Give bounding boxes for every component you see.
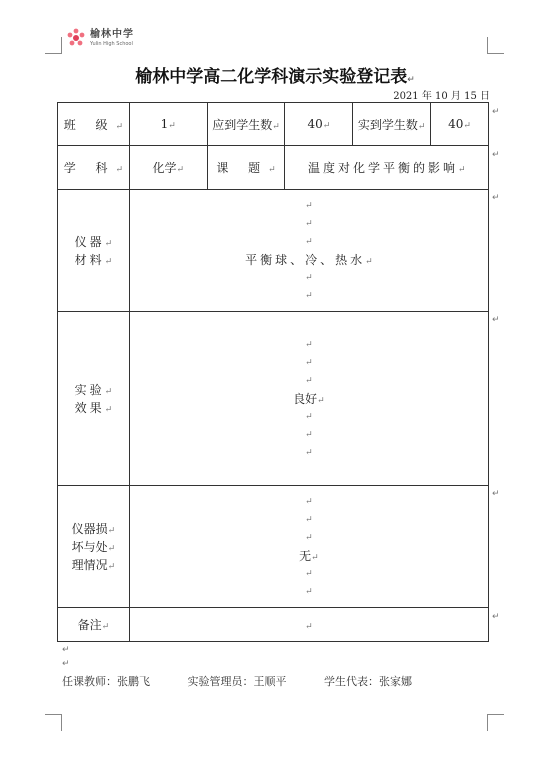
topic-value-cell: 温度对化学平衡的影响↵ [285, 146, 489, 190]
form-title: 榆林中学高二化学科演示实验登记表↵ [135, 67, 415, 87]
table-row-remark [58, 608, 489, 642]
expected-students-label-cell: 应到学生数↵ [207, 103, 285, 146]
damage-value: 无 [299, 548, 312, 563]
form-title-text: 榆林中学高二化学科演示实验登记表 [135, 67, 408, 87]
actual-students-value: 40 [448, 117, 464, 131]
instruments-value-cell: ↵ ↵ ↵ 平衡球、冷、热水↵ ↵ ↵ [129, 190, 488, 312]
effect-label-cell: 实验↵ 效果↵ [58, 312, 130, 486]
actual-students-value-cell: 40↵ [431, 103, 489, 146]
school-name-cn: 榆林中学 [90, 28, 134, 40]
expected-students-value: 40 [307, 117, 323, 131]
remark-value-cell: ↵ [129, 608, 488, 642]
class-value-cell: 1↵ [129, 103, 207, 146]
topic-value: 温度对化学平衡的影响 [307, 161, 458, 175]
actual-students-label-cell: 实到学生数↵ [353, 103, 431, 146]
table-row-damage [58, 486, 489, 608]
expected-students-value-cell: 40↵ [285, 103, 353, 146]
crop-mark-top-right [487, 37, 504, 54]
crop-mark-bottom-left [45, 714, 62, 731]
signature-line [62, 673, 446, 689]
instruments-value: 平衡球、冷、热水 [245, 252, 366, 267]
school-logo [66, 28, 134, 48]
subject-value: 化学 [152, 161, 177, 175]
table-row-class [58, 103, 489, 146]
teacher-signature: 任课教师：张鹏飞 [62, 675, 150, 688]
crop-mark-top-left [45, 37, 62, 54]
table-row-instruments [58, 190, 489, 312]
damage-label-cell: 仪器损↵ 坏与处↵ 理情况↵ [58, 486, 130, 608]
table-row-subject [58, 146, 489, 190]
school-name-en: Yulin High School [90, 40, 133, 47]
crop-mark-bottom-right [487, 714, 504, 731]
remark-label-cell: 备注↵ [58, 608, 130, 642]
form-date: 2021 年 10 月 15 日 [393, 91, 490, 102]
manager-signature: 实验管理员：王顺平 [187, 675, 287, 688]
subject-value-cell: 化学↵ [129, 146, 207, 190]
effect-value-cell: ↵ ↵ ↵ 良好↵ ↵ ↵ ↵ [129, 312, 488, 486]
class-value: 1 [160, 117, 169, 131]
instruments-label-cell: 仪器↵ 材料↵ [58, 190, 130, 312]
student-rep-signature: 学生代表：张家娜 [324, 675, 412, 688]
topic-label-cell: 课 题↵ [207, 146, 285, 190]
registration-table [57, 102, 489, 642]
subject-label-cell: 学 科↵ [58, 146, 130, 190]
effect-value: 良好 [293, 391, 318, 406]
class-label-cell: 班 级↵ [58, 103, 130, 146]
table-row-effect [58, 312, 489, 486]
school-logo-icon [66, 28, 86, 48]
damage-value-cell: ↵ ↵ ↵ 无↵ ↵ ↵ [129, 486, 488, 608]
